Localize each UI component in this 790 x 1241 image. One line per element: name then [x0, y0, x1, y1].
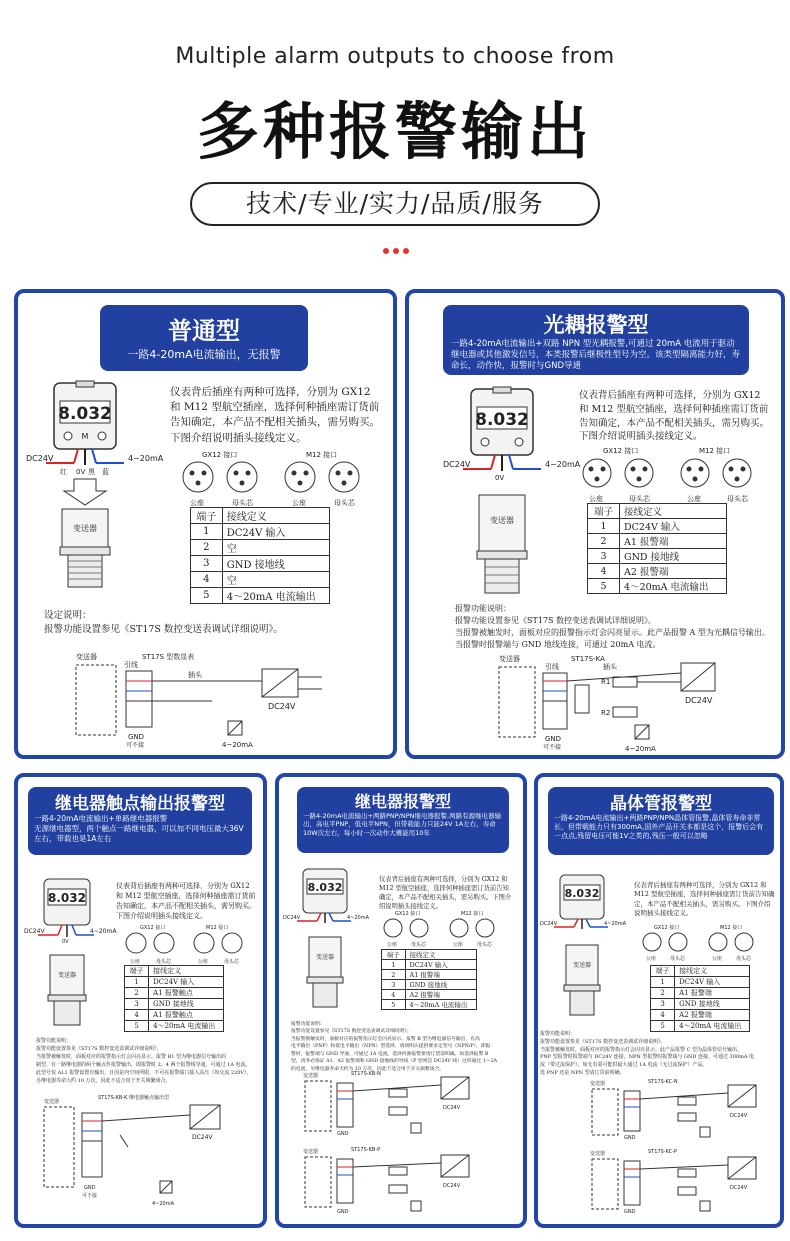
svg-text:4~20mA: 4~20mA [128, 454, 164, 463]
card-transistor-product-illustration [540, 873, 630, 1023]
card-relay-contact-pin-table: 端子 接线定义 1 DC24V 输入 2 A1 报警触点 3 GND 接地线 4 A1 报警触点 5 4～20mA 电流输出 [124, 965, 224, 1032]
svg-text:DC24V: DC24V [730, 1185, 748, 1191]
table-row: 5 4～20mA 电流输出 [191, 588, 330, 604]
svg-text:变送器: 变送器 [499, 655, 520, 663]
svg-text:DC24V: DC24V [268, 702, 296, 711]
svg-text:变送器: 变送器 [490, 516, 514, 525]
svg-text:公座: 公座 [190, 499, 204, 507]
svg-text:DC24V: DC24V [26, 454, 54, 463]
svg-text:GND: GND [128, 733, 145, 741]
svg-text:公座: 公座 [292, 499, 306, 507]
card-relay-contact-note: 报警功能说明： 报警功能设置参见《ST17S 数控变送表调试详细说明》。 当报警被触发时，面板对应的报警指示灯会闪亮显示。报警 B1 型为继电器信号输出的 制型，有一路继电器的两个触点作报警输出，即报警时 2、4 两个报警线导通，可通过 1A 电流。 此型号仅 AL1 报警设置有输出，且因是内空间所限，不可在报警端口接入高压（如交流 220V）， 另继电器寿命大约 10 万次，因此不适合用于开关频繁场合。 [36, 1038, 252, 1084]
table-row: 1 DC24V 输入 [588, 519, 727, 534]
svg-text:变送器: 变送器 [303, 1149, 319, 1155]
svg-text:0V: 0V [62, 939, 69, 945]
svg-text:红: 红 [60, 468, 67, 476]
card-transistor-wiring-diagram-pnp [588, 1147, 778, 1217]
svg-text:可不接: 可不接 [543, 744, 562, 751]
card-transistor-pin-table: 端子 接线定义 1 DC24V 输入 2 A1 报警端 3 GND 接地线 4 A2 报警端 5 4～20mA 电流输出 [650, 965, 750, 1032]
card-relay-alarm-header [297, 787, 509, 853]
card-standard-connector-pins [176, 449, 386, 509]
svg-text:ST17S-KB-N: ST17S-KB-N [351, 1071, 381, 1077]
card-relay-contact-header [28, 787, 252, 855]
svg-text:M: M [81, 432, 89, 441]
svg-text:ST17S-KC-P: ST17S-KC-P [648, 1149, 677, 1155]
card-relay-alarm-title: 继电器报警型 [354, 792, 451, 811]
svg-text:母头芯: 母头芯 [411, 942, 427, 948]
card-relay-alarm-wiring-diagram-npn [301, 1069, 491, 1139]
svg-text:GND: GND [545, 735, 562, 743]
svg-text:4~20mA: 4~20mA [90, 928, 117, 935]
card-optocoupler-description: 仪表背后插座有两种可选择，分别为 GX12 和 M12 型航空插座，选择何种插座需订货前告知确定，本产品不配相关插头，需另购买。下图介绍说明插头接线定义。 [579, 390, 770, 443]
card-optocoupler-pin-table: 端子 接线定义 1 DC24V 输入 2 A1 报警端 3 GND 接地线 4 A2 报警端 5 4～20mA 电流输出 [587, 503, 727, 594]
card-relay-contact-description: 仪表背后插座有两种可选择，分别为 GX12 和 M12 型航空插座，选择何种插座需订货前告知确定，本产品不配相关插头，需另购买。下图介绍说明插头接线定义。 [116, 882, 256, 921]
svg-text:GX12 接口: GX12 接口 [140, 925, 166, 931]
svg-text:DC24V: DC24V [192, 1134, 213, 1141]
table-row: 3 GND 接地线 [588, 549, 727, 564]
card-standard [14, 289, 397, 759]
svg-text:DC24V: DC24V [540, 921, 558, 927]
card-standard-product-illustration [26, 381, 164, 601]
card-standard-title: 普通型 [168, 317, 240, 345]
svg-text:变送器: 变送器 [44, 1099, 60, 1105]
svg-text:8.032: 8.032 [475, 410, 529, 430]
card-transistor-title: 晶体管报警型 [610, 794, 712, 814]
svg-text:0V: 0V [495, 474, 505, 482]
svg-text:0V: 0V [76, 468, 86, 476]
subtitle-english: Multiple alarm outputs to choose from [175, 44, 615, 69]
svg-text:GX12 接口: GX12 接口 [654, 925, 680, 931]
table-row: 1 DC24V 输入 [125, 977, 224, 988]
svg-text:变送器: 变送器 [315, 954, 335, 961]
svg-text:R1: R1 [601, 678, 611, 686]
svg-text:公座: 公座 [130, 959, 141, 965]
table-row: 1 DC24V 输入 [382, 960, 477, 970]
card-transistor-header [548, 787, 774, 855]
svg-text:变送器: 变送器 [590, 1081, 606, 1087]
table-row: 3 GND 接地线 [651, 999, 750, 1010]
svg-text:GND: GND [624, 1209, 636, 1215]
table-row: 5 4～20mA 电流输出 [382, 1000, 477, 1010]
display-reading: 8.032 [58, 404, 112, 424]
card-relay-alarm-pin-table: 端子 接线定义 1 DC24V 输入 2 A1 报警端 3 GND 接地线 4 A2 报警端 5 4～20mA 电流输出 [381, 949, 477, 1010]
table-row: 2 A1 报警端 [588, 534, 727, 549]
card-standard-description: 仪表背后插座有两种可选择，分别为 GX12 和 M12 型航空插座，选择何种插座需订货前告知确定，本产品不配相关插头，需另购买。下图介绍说明插头接线定义。 [170, 386, 380, 444]
svg-text:DC24V: DC24V [685, 696, 713, 705]
svg-text:公座: 公座 [646, 956, 657, 962]
card-standard-note: 设定说明： 报警功能设置参见《ST17S 数控变送表调试详细说明》。 [44, 610, 283, 636]
card-optocoupler-connector-pins [577, 445, 777, 505]
svg-text:ST17S 型数显表: ST17S 型数显表 [142, 653, 195, 661]
card-relay-contact-connector-pins [122, 923, 262, 967]
card-optocoupler-product-illustration [443, 387, 581, 607]
svg-text:8.032: 8.032 [307, 881, 343, 894]
card-transistor [534, 773, 784, 1228]
svg-text:变送器: 变送器 [76, 653, 97, 661]
svg-text:GX12 接口: GX12 接口 [395, 911, 421, 917]
table-row: 2 A1 报警端 [382, 970, 477, 980]
svg-text:4~20mA: 4~20mA [347, 915, 370, 921]
svg-text:4~20mA: 4~20mA [152, 1201, 175, 1207]
table-row: 4 空 [191, 572, 330, 588]
card-relay-alarm-description: 仪表背后插座有两种可选择，分别为 GX12 和 M12 型航空插座，选择何种插座需订货前告知确定，本产品不配相关插头，需另购买。下图介绍说明插头接线定义。 [379, 876, 512, 911]
svg-text:公座: 公座 [687, 495, 701, 503]
table-row: 3 GND 接地线 [382, 980, 477, 990]
svg-text:母头芯: 母头芯 [736, 956, 752, 962]
svg-text:公座: 公座 [387, 942, 398, 948]
svg-text:GND: GND [337, 1131, 349, 1137]
svg-text:M12 接口: M12 接口 [206, 925, 229, 931]
card-transistor-subtitle: 一路4-20mA电流输出+两路PNP/NPN晶体管报警,晶体管寿命非常长，但带载能力只有300mA,国外产品开关本都是这个，报警后会有一点点,残留电压可能1V之类的,残压一般可以忽略 [554, 814, 764, 841]
card-optocoupler-subtitle: 一路4-20mA电流输出+双路 NPN 型光耦报警,可通过 20mA 电流用于驱动继电器或其他激发信号，本类报警后继极性型号为空。该类型隔离能力好，寿命长，动作快，报警时与GND导通 [451, 339, 741, 372]
svg-text:GX12 接口: GX12 接口 [603, 447, 639, 455]
svg-text:母头芯: 母头芯 [477, 942, 493, 948]
svg-text:DC24V: DC24V [443, 1183, 461, 1189]
card-relay-alarm-wiring-diagram-pnp [301, 1145, 491, 1217]
svg-text:4~20mA: 4~20mA [625, 745, 656, 753]
svg-text:插头: 插头 [603, 663, 617, 671]
svg-text:GND: GND [337, 1209, 349, 1215]
svg-text:公座: 公座 [453, 942, 464, 948]
table-row: 2 空 [191, 540, 330, 556]
card-relay-alarm-connector-pins [379, 909, 515, 949]
table-row: 2 A1 报警端 [651, 988, 750, 999]
table-row: 4 A1 报警触点 [125, 1010, 224, 1021]
table-row: 4 A2 报警端 [651, 1010, 750, 1021]
svg-text:变送器: 变送器 [73, 524, 97, 533]
table-row: 2 A1 报警触点 [125, 988, 224, 999]
svg-text:变送器: 变送器 [572, 962, 592, 969]
svg-text:可不接: 可不接 [82, 1193, 98, 1199]
svg-text:公座: 公座 [198, 959, 209, 965]
card-optocoupler-title: 光耦报警型 [543, 313, 649, 337]
svg-text:母头芯: 母头芯 [232, 499, 253, 507]
table-row: 4 A2 报警端 [588, 564, 727, 579]
svg-text:R2: R2 [601, 709, 611, 717]
svg-text:可不接: 可不接 [126, 742, 145, 749]
card-standard-subtitle: 一路4-20mA电流输出，无报警 [127, 348, 281, 361]
svg-text:DC24V: DC24V [24, 928, 45, 935]
svg-text:母头芯: 母头芯 [156, 959, 172, 965]
card-transistor-description: 仪表背后插座有两种可选择，分别为 GX12 和 M12 型航空插座，选择何种插座需订货前告知确定，本产品不配相关插头，需另购买。下图介绍说明插头接线定义。 [634, 881, 775, 918]
table-row: 4 A2 报警端 [382, 990, 477, 1000]
svg-text:DC24V: DC24V [283, 915, 301, 921]
svg-text:母头芯: 母头芯 [670, 956, 686, 962]
card-standard-pin-table: 端子 接线定义 1 DC24V 输入 2 空 3 GND 接地线 4 空 5 4～20mA 电流输出 [190, 507, 330, 604]
svg-text:M12 接口: M12 接口 [699, 447, 731, 455]
tagline-pill: 技术/专业/实力/品质/服务 [190, 182, 600, 226]
card-relay-contact-subtitle: 一路4-20mA电流输出+单路继电器报警 无源继电器型，两个触点一路继电器，可以加不同电压最大36V左右，带载也是1A左右 [34, 814, 244, 843]
table-row: 1 DC24V 输入 [651, 977, 750, 988]
svg-text:4~20mA: 4~20mA [222, 741, 253, 749]
svg-text:ST17S-KC-N: ST17S-KC-N [648, 1079, 678, 1085]
card-relay-alarm-note: 报警功能说明： 报警功能设置参见《ST17S 数控变送表调试详细说明》。 当报警被触发时，面板对应的报警指示灯会闪亮显示。报警 B 型为继电器信号输出，有高 电平输出（PNP）和低电平输出（NPN）型选择，请须明认提供要求定型号（NPN/P），即报 警时，报警端与 GND 导通，可通过 1A 电流。选择何源报警要请订货前明确。如选择报警 B 型，请务必保证 A1、A2 报警端和 GND 接地线的导线（P 型则是 DC24V 线）这样通过 1～2A 的电流，另继电器寿命大约为 10 万次，因此不适合用于开关频繁场合。 [291, 1022, 498, 1072]
svg-text:DC24V: DC24V [730, 1113, 748, 1119]
svg-text:母头芯: 母头芯 [224, 959, 240, 965]
table-row: 5 4～20mA 电流输出 [588, 579, 727, 594]
svg-text:M12 接口: M12 接口 [720, 925, 743, 931]
card-relay-contact-wiring-diagram [40, 1095, 240, 1215]
svg-text:变送器: 变送器 [57, 972, 77, 979]
svg-text:GND: GND [624, 1135, 636, 1141]
svg-text:4~20mA: 4~20mA [545, 460, 581, 469]
svg-text:8.032: 8.032 [564, 887, 600, 900]
card-relay-contact [14, 773, 267, 1228]
svg-text:母头芯: 母头芯 [629, 495, 650, 503]
card-transistor-note: 报警功能说明： 报警功能设置参见《ST17S 数控变送表调试详细说明》。 当报警被触发时，面板对应的报警指示灯会闪亮显示。此产品报警 C 型为晶体管信号输出。 PNP 型报警时报警端与 DC24V 连接，NPN 型报警时报警端与 GND 连接，可通过 300mA 电 流（带过流保护）。如无有需可能供最大通过 1A 电流（无过流保护）产品。 选 PNP 还是 NPN 型请订货前明确。 [540, 1031, 755, 1076]
table-row: 5 4～20mA 电流输出 [651, 1021, 750, 1032]
svg-text:GND: GND [84, 1185, 96, 1191]
svg-text:引线: 引线 [545, 663, 559, 671]
svg-text:母头芯: 母头芯 [334, 499, 355, 507]
svg-text:ST17S-KB-P: ST17S-KB-P [351, 1147, 381, 1153]
card-standard-wiring-diagram [72, 651, 372, 751]
svg-text:4~20mA: 4~20mA [604, 921, 627, 927]
card-relay-alarm-product-illustration [283, 867, 373, 1017]
svg-text:变送器: 变送器 [590, 1151, 606, 1157]
svg-text:引线: 引线 [124, 661, 138, 669]
svg-text:ST17S-KA: ST17S-KA [571, 655, 605, 663]
svg-text:8.032: 8.032 [48, 891, 86, 905]
table-row: 3 GND 接地线 [125, 999, 224, 1010]
svg-text:插头: 插头 [188, 671, 202, 679]
svg-text:变送器: 变送器 [303, 1073, 319, 1079]
svg-text:M12 接口: M12 接口 [461, 911, 484, 917]
svg-text:ST17S-KB-K 继电器触点输出型: ST17S-KB-K 继电器触点输出型 [98, 1095, 169, 1101]
table-row: 3 GND 接地线 [191, 556, 330, 572]
svg-text:DC24V: DC24V [443, 1105, 461, 1111]
svg-text:公座: 公座 [589, 495, 603, 503]
page-title: 多种报警输出 [196, 95, 593, 168]
card-relay-alarm-subtitle: 一路4-20mA电流输出+两路PNP/NPN继电器报警,两路有源继电器输出，高电平PNP，低电平NPN，但带载能力只能24V 1A左右，寿命10W次左右，每小时一次动作大概能用10年 [303, 812, 502, 837]
card-transistor-wiring-diagram-npn [588, 1077, 778, 1143]
svg-text:蓝: 蓝 [102, 468, 109, 476]
svg-text:GX12 接口: GX12 接口 [202, 451, 238, 459]
svg-text:黑: 黑 [88, 468, 95, 476]
table-row: 5 4～20mA 电流输出 [125, 1021, 224, 1032]
svg-text:M12 接口: M12 接口 [306, 451, 338, 459]
table-row: 1 DC24V 输入 [191, 524, 330, 540]
card-standard-header [100, 305, 308, 371]
card-optocoupler-header [443, 305, 749, 375]
card-optocoupler [405, 289, 785, 759]
card-relay-contact-product-illustration [24, 877, 116, 1037]
card-relay-alarm [275, 773, 527, 1228]
decorative-dots [383, 248, 409, 254]
svg-text:公座: 公座 [712, 956, 723, 962]
card-relay-contact-title: 继电器触点输出报警型 [55, 794, 225, 814]
svg-text:母头芯: 母头芯 [727, 495, 748, 503]
svg-text:DC24V: DC24V [443, 460, 471, 469]
card-optocoupler-wiring-diagram [495, 653, 785, 753]
card-optocoupler-note: 报警功能说明： 报警功能设置参见《ST17S 数控变送表调试详细说明》。 当报警被触发时，面板对应的报警指示灯会闪亮显示。此产品报警 A 型为光耦信号输出。 当报警时报警端与 GND 地线连接，可通过 20mA 电流。 [455, 604, 770, 649]
card-transistor-connector-pins [638, 923, 774, 963]
